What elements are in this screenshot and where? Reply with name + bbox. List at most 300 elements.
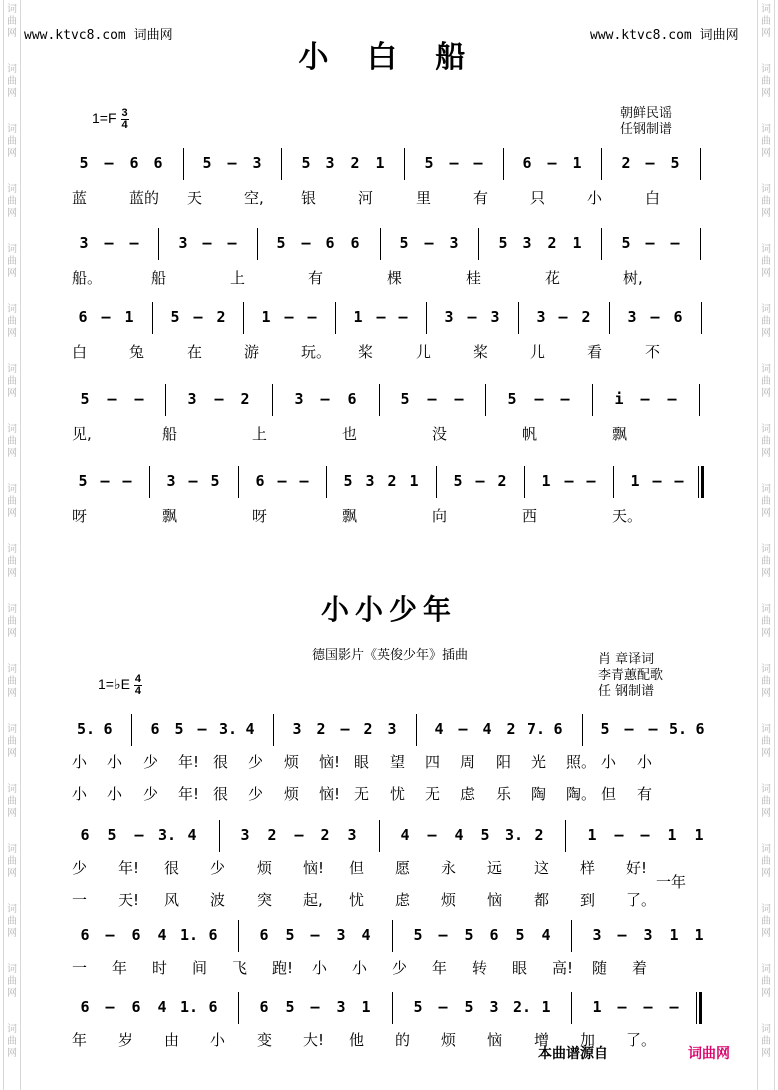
song1-time-signature: $\frac{3}{4}$ <box>121 107 128 131</box>
dash-extension: – <box>438 926 448 944</box>
note: 3 <box>166 472 176 490</box>
lyric-syllable: 桨 <box>473 343 489 361</box>
song1-title: 小 白 船 <box>298 40 480 75</box>
note: 1 <box>261 308 271 326</box>
lyric-syllable: 这 <box>534 859 550 877</box>
lyric-syllable: 年! <box>178 753 200 771</box>
song2-credit-3: 任 钢制谱 <box>598 684 655 699</box>
note: 5 <box>79 154 89 172</box>
barline <box>416 714 417 746</box>
side-watermark: 词 曲 网 <box>761 604 771 639</box>
note: 1 <box>694 826 704 844</box>
lyric-syllable: 但 <box>349 859 365 877</box>
note: 3. <box>219 720 238 738</box>
side-watermark: 词 曲 网 <box>7 784 17 819</box>
side-watermark: 词 曲 网 <box>7 484 17 519</box>
barline <box>503 148 504 180</box>
final-barline <box>698 466 704 498</box>
note: 6 <box>153 154 163 172</box>
note: 1 <box>124 308 134 326</box>
note: 5 <box>399 234 409 252</box>
song2-key <box>98 674 142 697</box>
dash-extension: – <box>197 720 207 738</box>
dash-extension: – <box>277 472 287 490</box>
side-watermark: 词 曲 网 <box>761 4 771 39</box>
note: 5 <box>343 472 353 490</box>
note: 3 <box>79 234 89 252</box>
lyric-syllable: 烦 <box>284 753 300 771</box>
song2-credit-2: 李青蕙配歌 <box>598 668 664 683</box>
dash-extension: – <box>645 154 655 172</box>
barline <box>380 228 381 260</box>
note: 3. <box>505 826 524 844</box>
note: 5 <box>170 308 180 326</box>
dash-extension: – <box>670 234 680 252</box>
side-watermark: 词 曲 网 <box>7 904 17 939</box>
dash-extension: – <box>467 308 477 326</box>
note: 1 <box>375 154 385 172</box>
lyric-syllable: 飘 <box>612 425 628 443</box>
side-lyric: 一年 <box>656 873 687 891</box>
dash-extension: – <box>310 998 320 1016</box>
score-line <box>72 148 717 182</box>
side-watermark: 词 曲 网 <box>7 64 17 99</box>
song2-credit-1: 肖 章译词 <box>598 652 655 667</box>
side-watermark: 词 曲 网 <box>761 364 771 399</box>
lyric-syllable: 风 <box>164 891 180 909</box>
lyric-syllable: 好! <box>626 859 648 877</box>
lyric-syllable: 增 <box>534 1031 550 1049</box>
dash-extension: – <box>129 234 139 252</box>
dash-extension: – <box>617 926 627 944</box>
note: 5 <box>276 234 286 252</box>
side-watermark: 词 曲 网 <box>7 4 17 39</box>
lyric-syllable: 蓝 <box>72 189 88 207</box>
barline <box>183 148 184 180</box>
note: 1 <box>541 472 551 490</box>
note: 5 <box>515 926 525 944</box>
dash-extension: – <box>652 472 662 490</box>
barline <box>478 228 479 260</box>
dash-extension: – <box>617 998 627 1016</box>
note: 5 <box>464 998 474 1016</box>
note: 1 <box>541 998 551 1016</box>
barline <box>238 466 239 498</box>
song2-time-signature: $\frac{4}{4}$ <box>134 673 142 697</box>
lyric-syllable: 呀 <box>252 507 268 525</box>
note: 2 <box>363 720 373 738</box>
note: 7. <box>527 720 546 738</box>
note: 5. <box>669 720 688 738</box>
lyric-syllable: 小 <box>72 753 88 771</box>
lyric-syllable: 永 <box>441 859 457 877</box>
lyric-syllable: 河 <box>358 189 374 207</box>
lyric-syllable: 烦 <box>441 891 457 909</box>
side-watermark: 词 曲 网 <box>761 1024 771 1059</box>
note: 4 <box>157 926 167 944</box>
lyric-syllable: 白 <box>72 343 88 361</box>
barline <box>700 148 701 180</box>
lyric-syllable: 无 <box>354 785 370 803</box>
barline <box>571 920 572 952</box>
lyric-syllable: 不 <box>645 343 661 361</box>
song2-title: 小小少年 <box>320 593 457 626</box>
barline <box>165 384 166 416</box>
note: 2 <box>387 472 397 490</box>
lyric-syllable: 周 <box>460 753 476 771</box>
barline <box>609 302 610 334</box>
dash-extension: – <box>105 926 115 944</box>
barline <box>379 384 380 416</box>
lyric-syllable: 小 <box>587 189 603 207</box>
side-watermark: 词 曲 网 <box>7 184 17 219</box>
dash-extension: – <box>202 234 212 252</box>
note: i <box>614 390 624 408</box>
note: 1 <box>630 472 640 490</box>
lyric-syllable: 棵 <box>387 269 403 287</box>
note: 6 <box>553 720 563 738</box>
side-watermark: 词 曲 网 <box>761 844 771 879</box>
dash-extension: – <box>674 472 684 490</box>
note: 6 <box>80 826 90 844</box>
score-line <box>72 714 717 748</box>
lyric-syllable: 兔 <box>129 343 145 361</box>
side-watermark: 词 曲 网 <box>761 904 771 939</box>
lyric-syllable: 小 <box>210 1031 226 1049</box>
note: 6 <box>208 926 218 944</box>
note: 3 <box>347 826 357 844</box>
lyric-line <box>72 506 717 528</box>
dash-extension: – <box>667 390 677 408</box>
barline <box>392 920 393 952</box>
side-watermark: 词 曲 网 <box>761 544 771 579</box>
lyric-syllable: 突 <box>257 891 273 909</box>
song1-notator: 任钢制谱 <box>620 122 673 137</box>
barline <box>404 148 405 180</box>
lyric-syllable: 呀 <box>72 507 88 525</box>
lyric-syllable: 大! <box>303 1031 325 1049</box>
dash-extension: – <box>547 154 557 172</box>
lyric-syllable: 烦 <box>441 1031 457 1049</box>
dash-extension: – <box>134 390 144 408</box>
barline <box>518 302 519 334</box>
note: 2 <box>506 720 516 738</box>
note: 5 <box>78 472 88 490</box>
lyric-syllable: 年 <box>432 959 448 977</box>
barline <box>524 466 525 498</box>
song1-key <box>92 108 129 131</box>
dash-extension: – <box>340 720 350 738</box>
note: 3 <box>592 926 602 944</box>
note: 5 <box>621 234 631 252</box>
footer-source-label: 本曲谱源自 <box>538 1046 608 1062</box>
dash-extension: – <box>427 390 437 408</box>
right-watermark-strip <box>757 0 775 1090</box>
note: 3 <box>627 308 637 326</box>
dash-extension: – <box>104 234 114 252</box>
lyric-syllable: 烦 <box>284 785 300 803</box>
note: 2 <box>621 154 631 172</box>
note: 6 <box>325 234 335 252</box>
lyric-line <box>72 958 717 980</box>
dash-extension: – <box>640 390 650 408</box>
side-watermark: 词 曲 网 <box>761 124 771 159</box>
dash-extension: – <box>534 390 544 408</box>
lyric-syllable: 着 <box>632 959 648 977</box>
lyric-syllable: 随 <box>592 959 608 977</box>
note: 5 <box>600 720 610 738</box>
lyric-syllable: 银 <box>301 189 317 207</box>
side-watermark: 词 曲 网 <box>7 964 17 999</box>
lyric-line <box>72 890 717 912</box>
dash-extension: – <box>558 308 568 326</box>
lyric-syllable: 少 <box>143 785 159 803</box>
lyric-syllable: 少 <box>210 859 226 877</box>
lyric-syllable: 天! <box>118 891 140 909</box>
lyric-syllable: 光 <box>531 753 547 771</box>
lyric-syllable: 都 <box>534 891 550 909</box>
side-watermark: 词 曲 网 <box>7 1024 17 1059</box>
barline <box>238 992 239 1024</box>
note: 3 <box>536 308 546 326</box>
barline <box>582 714 583 746</box>
lyric-syllable: 游 <box>244 343 260 361</box>
lyric-syllable: 年 <box>112 959 128 977</box>
lyric-syllable: 恼! <box>319 753 341 771</box>
dash-extension: – <box>104 154 114 172</box>
dash-extension: – <box>214 390 224 408</box>
note: 4 <box>454 826 464 844</box>
note: 1 <box>587 826 597 844</box>
lyric-syllable: 小 <box>312 959 328 977</box>
lyric-syllable: 花 <box>545 269 561 287</box>
note: 6 <box>103 720 113 738</box>
lyric-syllable: 四 <box>425 753 441 771</box>
lyric-line <box>72 1030 717 1052</box>
side-watermark: 词 曲 网 <box>7 604 17 639</box>
dash-extension: – <box>227 154 237 172</box>
lyric-syllable: 少 <box>248 785 264 803</box>
lyric-syllable: 陶。 <box>566 785 597 803</box>
note: 5 <box>507 390 517 408</box>
lyric-syllable: 波 <box>210 891 226 909</box>
lyric-syllable: 岁 <box>118 1031 134 1049</box>
side-watermark: 词 曲 网 <box>761 424 771 459</box>
lyric-line <box>72 858 717 880</box>
side-watermark: 词 曲 网 <box>761 244 771 279</box>
dash-extension: – <box>398 308 408 326</box>
lyric-syllable: 天。 <box>612 507 643 525</box>
dash-extension: – <box>454 390 464 408</box>
note: 3 <box>240 826 250 844</box>
note: 3 <box>325 154 335 172</box>
note: 4 <box>400 826 410 844</box>
side-watermark: 词 曲 网 <box>7 424 17 459</box>
note: 3 <box>365 472 375 490</box>
lyric-syllable: 但 <box>601 785 617 803</box>
lyric-syllable: 少 <box>143 753 159 771</box>
note: 1. <box>180 998 199 1016</box>
note: 1 <box>592 998 602 1016</box>
lyric-syllable: 了。 <box>626 1031 657 1049</box>
dash-extension: – <box>107 390 117 408</box>
lyric-syllable: 由 <box>164 1031 180 1049</box>
side-watermark: 词 曲 网 <box>761 664 771 699</box>
note: 6 <box>489 926 499 944</box>
note: 5 <box>285 998 295 1016</box>
barline <box>281 148 282 180</box>
lyric-syllable: 虑 <box>395 891 411 909</box>
note: 1 <box>667 826 677 844</box>
dash-extension: – <box>227 234 237 252</box>
note: 3 <box>444 308 454 326</box>
note: 6 <box>131 998 141 1016</box>
note: 5 <box>413 926 423 944</box>
note: 6 <box>259 926 269 944</box>
lyric-syllable: 照。 <box>566 753 597 771</box>
dash-extension: – <box>310 926 320 944</box>
lyric-syllable: 忧 <box>349 891 365 909</box>
lyric-syllable: 烦 <box>257 859 273 877</box>
lyric-syllable: 小 <box>637 753 653 771</box>
lyric-syllable: 恼! <box>303 859 325 877</box>
barline <box>158 228 159 260</box>
lyric-syllable: 看 <box>587 343 603 361</box>
barline <box>152 302 153 334</box>
lyric-syllable: 年 <box>72 1031 88 1049</box>
lyric-syllable: 少 <box>248 753 264 771</box>
dash-extension: – <box>101 308 111 326</box>
lyric-syllable: 空, <box>244 189 264 207</box>
note: 4 <box>541 926 551 944</box>
lyric-syllable: 有 <box>308 269 324 287</box>
dash-extension: – <box>449 154 459 172</box>
song1-origin: 朝鲜民谣 <box>620 106 673 121</box>
lyric-syllable: 儿 <box>416 343 432 361</box>
lyric-syllable: 玩。 <box>301 343 332 361</box>
lyric-syllable: 转 <box>472 959 488 977</box>
lyric-syllable: 时 <box>152 959 168 977</box>
barline <box>238 920 239 952</box>
lyric-syllable: 在 <box>187 343 203 361</box>
lyric-syllable: 只 <box>530 189 546 207</box>
barline <box>131 714 132 746</box>
score-line <box>72 302 717 336</box>
note: 4 <box>482 720 492 738</box>
barline <box>257 228 258 260</box>
barline <box>601 228 602 260</box>
lyric-syllable: 飞 <box>232 959 248 977</box>
note: 3 <box>252 154 262 172</box>
note: 3 <box>387 720 397 738</box>
lyric-syllable: 很 <box>213 753 229 771</box>
lyric-syllable: 向 <box>432 507 448 525</box>
note: 2 <box>216 308 226 326</box>
side-watermark: 词 曲 网 <box>761 484 771 519</box>
note: 5 <box>480 826 490 844</box>
dash-extension: – <box>643 998 653 1016</box>
score-line <box>72 820 717 854</box>
dash-extension: – <box>564 472 574 490</box>
side-watermark: 词 曲 网 <box>7 244 17 279</box>
lyric-syllable: 高! <box>552 959 574 977</box>
dash-extension: – <box>134 826 144 844</box>
lyric-syllable: 眼 <box>512 959 528 977</box>
lyric-syllable: 一 <box>72 959 88 977</box>
note: 5 <box>453 472 463 490</box>
lyric-syllable: 也 <box>342 425 358 443</box>
lyric-syllable: 树, <box>623 269 643 287</box>
watermark-top-left: www.ktvc8.com 词曲网 <box>24 28 173 43</box>
note: 2 <box>350 154 360 172</box>
lyric-syllable: 桨 <box>358 343 374 361</box>
note: 3. <box>158 826 177 844</box>
barline <box>326 466 327 498</box>
lyric-syllable: 有 <box>473 189 489 207</box>
lyric-syllable: 少 <box>72 859 88 877</box>
score-line <box>72 228 717 262</box>
note: 1 <box>353 308 363 326</box>
dash-extension: – <box>299 472 309 490</box>
note: 2 <box>320 826 330 844</box>
footer-brand-link[interactable]: 词曲网 <box>688 1046 730 1062</box>
note: 6 <box>347 390 357 408</box>
note: 6 <box>80 998 90 1016</box>
barline <box>273 714 274 746</box>
lyric-syllable: 无 <box>425 785 441 803</box>
song2-key-text: 1=♭E <box>98 676 130 693</box>
dash-extension: – <box>586 472 596 490</box>
lyric-syllable: 望 <box>390 753 406 771</box>
lyric-syllable: 上 <box>252 425 268 443</box>
barline <box>565 820 566 852</box>
side-watermark: 词 曲 网 <box>761 304 771 339</box>
lyric-syllable: 陶 <box>531 785 547 803</box>
note: 5 <box>498 234 508 252</box>
side-watermark: 词 曲 网 <box>761 724 771 759</box>
lyric-syllable: 蓝的 <box>129 189 160 207</box>
note: 3 <box>292 720 302 738</box>
barline <box>392 992 393 1024</box>
note: 2 <box>240 390 250 408</box>
dash-extension: – <box>473 154 483 172</box>
note: 3 <box>643 926 653 944</box>
lyric-syllable: 恼! <box>319 785 341 803</box>
lyric-syllable: 船。 <box>72 269 103 287</box>
barline <box>149 466 150 498</box>
barline <box>699 384 700 416</box>
note: 4 <box>361 926 371 944</box>
side-watermark: 词 曲 网 <box>7 544 17 579</box>
lyric-syllable: 乐 <box>496 785 512 803</box>
lyric-syllable: 起, <box>303 891 323 909</box>
lyric-syllable: 帆 <box>522 425 538 443</box>
note: 6 <box>131 926 141 944</box>
dash-extension: – <box>669 998 679 1016</box>
note: 6 <box>255 472 265 490</box>
lyric-syllable: 飘 <box>162 507 178 525</box>
note: 2 <box>547 234 557 252</box>
lyric-syllable: 样 <box>580 859 596 877</box>
note: 6 <box>695 720 705 738</box>
lyric-syllable: 他 <box>349 1031 365 1049</box>
lyric-syllable: 愿 <box>395 859 411 877</box>
note: 5 <box>202 154 212 172</box>
lyric-syllable: 上 <box>230 269 246 287</box>
lyric-line <box>72 752 717 774</box>
note: 5 <box>464 926 474 944</box>
note: 2. <box>513 998 532 1016</box>
